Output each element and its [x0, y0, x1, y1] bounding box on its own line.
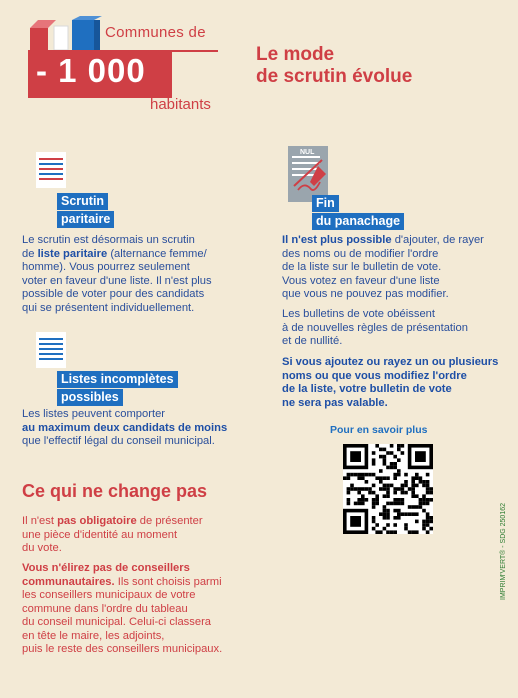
text-line: noms ou que vous modifiez l'ordre [282, 369, 467, 382]
text-line: à de nouvelles règles de présentation [282, 321, 468, 334]
text-line: possible de voter pour des candidats [22, 288, 205, 300]
scrutin-paragraph [22, 234, 252, 315]
text-line: une pièce d'identité au moment [22, 528, 178, 541]
panachage-paragraph-3 [282, 356, 507, 410]
label-line: Scrutin [57, 193, 108, 210]
badge-line [168, 50, 218, 52]
qr-label: Pour en savoir plus [330, 424, 428, 436]
text-span: Ils sont choisis parmi [114, 575, 222, 588]
text-line [22, 248, 252, 262]
text-line: ne sera pas valable. [282, 396, 388, 409]
text-line: puis le reste des conseillers municipaux. [22, 643, 223, 655]
text-line: Les listes peuvent comporter [22, 408, 166, 420]
text-bold: Vous n'élirez pas de conseillers [22, 562, 190, 574]
text-bold: Il n'est plus possible [282, 234, 392, 246]
text-line: homme). Vous pourrez seulement [22, 261, 190, 273]
text-line: en tête le maire, les adjoints, [22, 629, 165, 642]
ballot-nul-text: NUL [300, 149, 315, 156]
text-line: Vous votez en faveur d'une liste [282, 274, 440, 287]
main-title-line2: de scrutin évolue [256, 66, 413, 87]
text-line: et de nullité. [282, 335, 343, 347]
imprim-vert-mark: IMPRIM'VERT® - SDG 250162 [500, 502, 507, 600]
text-bold: communautaires. [22, 575, 115, 588]
badge-habitants: habitants [150, 96, 211, 113]
panachage-paragraph-1 [282, 234, 507, 302]
text-line: qui se présentent individuellement. [22, 301, 195, 314]
text-span: de [22, 247, 38, 260]
label-scrutin-paritaire [57, 192, 114, 228]
text-line: du vote. [22, 542, 62, 554]
document-list-icon [36, 332, 66, 368]
text-line: de la liste sur le bulletin de vote. [282, 261, 442, 273]
qr-code[interactable] [343, 444, 433, 534]
unchanged-paragraph-2 [22, 562, 262, 657]
text-line: les conseillers municipaux de votre [22, 589, 196, 601]
main-title-line1: Le mode [256, 44, 335, 65]
label-line: du panachage [312, 213, 404, 230]
text-line: commune dans l'ordre du tableau [22, 602, 188, 615]
text-line [282, 234, 507, 248]
text-line: que l'effectif légal du conseil municipal. [22, 435, 215, 447]
label-line: Listes incomplètes [57, 371, 178, 388]
text-line: Le scrutin est désormais un scrutin [22, 234, 195, 246]
unchanged-paragraph-1 [22, 515, 252, 556]
label-listes-incompletes [57, 370, 178, 406]
text-bold: au maximum deux candidats de moins [22, 421, 228, 434]
text-line [22, 562, 262, 576]
section-title-unchanged: Ce qui ne change pas [22, 481, 208, 501]
text-line: Les bulletins de vote obéissent [282, 308, 435, 320]
label-fin-panachage [312, 194, 404, 230]
label-line: possibles [57, 389, 123, 406]
text-bold: liste paritaire [37, 247, 108, 260]
house-blocks-illustration [28, 16, 108, 50]
panachage-paragraph-2 [282, 308, 507, 349]
text-span: (alternance femme/ [107, 247, 207, 260]
text-line: que vous ne pouvez pas modifier. [282, 288, 449, 300]
text-span: Il n'est [22, 515, 58, 527]
text-line: Si vous ajoutez ou rayez un ou plusieurs [282, 356, 499, 368]
text-span: d'ajouter, de rayer [391, 234, 484, 246]
text-bold: pas obligatoire [57, 515, 137, 527]
text-line [22, 422, 262, 436]
text-span: de présenter [136, 515, 203, 527]
text-line: du conseil municipal. Celui-ci classera [22, 616, 212, 628]
label-line: Fin [312, 195, 339, 212]
main-title [256, 44, 412, 88]
document-list-icon [36, 152, 66, 188]
listes-paragraph [22, 408, 262, 449]
label-line: paritaire [57, 211, 114, 228]
text-line [22, 515, 252, 529]
badge-title: Communes de [105, 24, 206, 41]
text-line: de la liste, votre bulletin de vote [282, 383, 452, 395]
text-line: voter en faveur d'une liste. Il n'est plus [22, 274, 212, 287]
text-line [22, 576, 262, 590]
badge-number: - 1 000 [36, 52, 146, 89]
text-line: des noms ou de modifier l'ordre [282, 247, 439, 260]
